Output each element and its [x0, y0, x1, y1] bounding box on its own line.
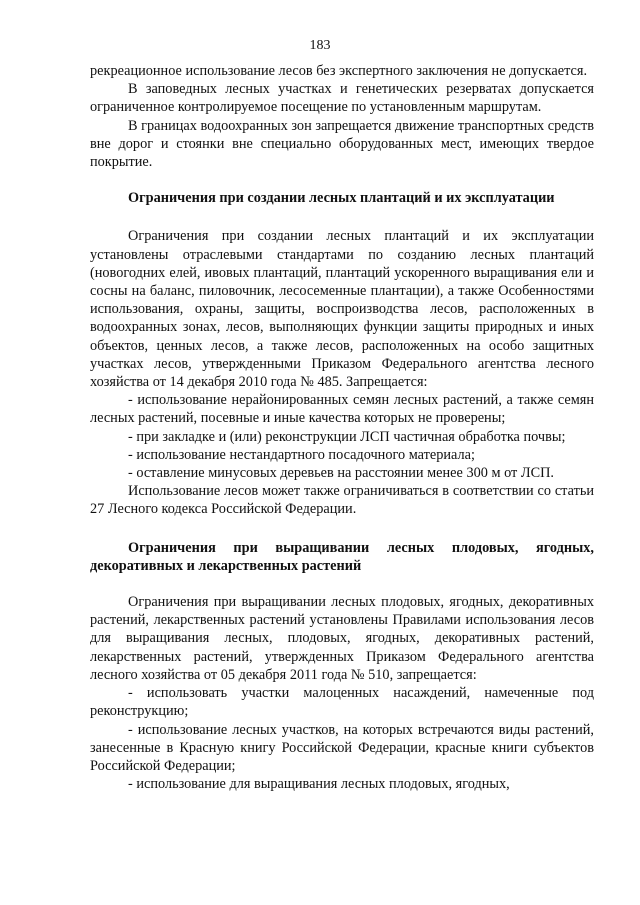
list-item: - использование лесных участков, на которых встречаются виды растений, занесенные в Красную книгу Российской Федерации, красные книги субъектов Российской Федерации; [90, 721, 594, 774]
paragraph: рекреационное использование лесов без экспертного заключения не допускается. [90, 63, 588, 79]
list-item: - использование нестандартного посадочного материала; [128, 446, 475, 463]
paragraph: Использование лесов может также ограничиваться в соответствии со статьи 27 Лесного кодекса Российской Федерации. [90, 483, 594, 518]
list-item: - использовать участки малоценных насаждений, намеченные под реконструкцию; [90, 685, 594, 720]
paragraph: В заповедных лесных участках и генетических резерватах допускается ограниченное контролируемое посещение по установленным маршрутам. [90, 81, 594, 116]
list-item: - при закладке и (или) реконструкции ЛСП частичная обработка почвы; [128, 428, 566, 445]
page-number: 183 [309, 38, 331, 53]
list-item: - оставление минусовых деревьев на расстоянии менее 300 м от ЛСП. [128, 465, 555, 482]
section-heading: Ограничения при выращивании лесных плодовых, ягодных, декоративных и лекарственных растений [90, 539, 594, 574]
page-body [90, 62, 594, 793]
paragraph: Ограничения при создании лесных плантаций и их эксплуатации установлены отраслевыми стандартами по созданию лесных плантаций (новогодних елей, ивовых плантаций, плантаций ускоренного выращивания ели и сосны на баланс, пиловочник, лесосеменные плантации), а также Особенностями использования, охраны, защиты, воспроизводства лесов, расположенных в водоохранных зонах, лесов, выполняющих функции защиты природных и иных объектов, ценных лесов, а также лесов, расположенных на особо защитных участках лесов, утвержденными Приказом Федерального агентства лесного хозяйства от 14 декабря 2010 года № 485. Запрещается: [90, 228, 594, 391]
list-item: - использование для выращивания лесных плодовых, ягодных, [128, 776, 510, 793]
section-heading: Ограничения при создании лесных плантаций и их эксплуатации [128, 190, 555, 207]
list-item: - использование нерайонированных семян лесных растений, а также семян лесных растений, посевные и иные качества которых не проверены; [90, 392, 594, 427]
paragraph: В границах водоохранных зон запрещается движение транспортных средств вне дорог и стоянки вне специально оборудованных мест, имеющих твердое покрытие. [90, 117, 594, 171]
paragraph: Ограничения при выращивании лесных плодовых, ягодных, декоративных растений, лекарственных растений установлены Правилами использования лесов для выращивания лесных, плодовых, ягодных, декоративных растений, лекарственных растений, утвержденных Приказом Федерального агентства лесного хозяйства от 05 декабря 2011 года № 510, запрещается: [90, 594, 594, 683]
